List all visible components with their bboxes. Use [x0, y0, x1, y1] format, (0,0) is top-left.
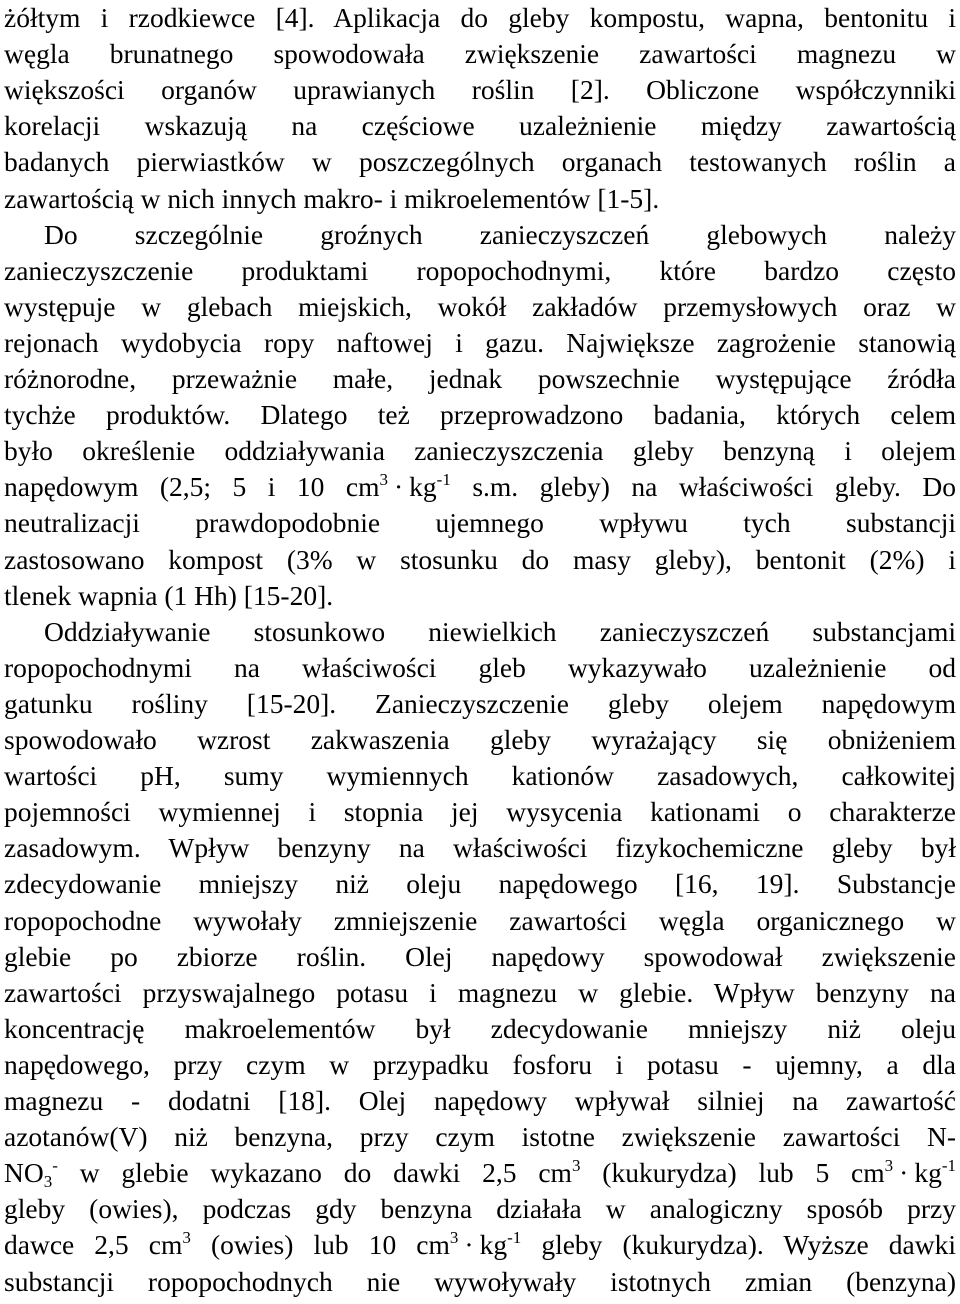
text-run: ·	[394, 471, 404, 503]
text-line: ropopochodne wywołały zmniejszenie zawartości węgla organicznego w	[4, 904, 956, 936]
text-run: kg	[409, 471, 437, 503]
text-line: występuje w glebach miejskich, wokół zakładów przemysłowych oraz w	[4, 290, 956, 322]
text-line: korelacji wskazują na częściowe uzależnienie między zawartością	[4, 110, 956, 142]
text-run: NO	[4, 1157, 44, 1189]
text-line: azotanów(V) niż benzyna, przy czym istotne zwiększenie zawartości N-	[4, 1121, 956, 1153]
text-run: kg	[914, 1157, 942, 1189]
text-line: żółtym i rzodkiewce [4]. Aplikacja do gleby kompostu, wapna, bentonitu i	[4, 2, 956, 33]
superscript: 3	[884, 1156, 894, 1176]
text-line: różnorodne, przeważnie małe, jednak powszechnie występujące źródła	[4, 363, 956, 394]
document-page	[4, 0, 956, 1304]
text-run: s.m. gleby) na właściwości gleby. Do	[450, 471, 956, 503]
text-run: w glebie wykazano do dawki 2,5 cm	[57, 1157, 572, 1189]
subscript: 3	[43, 1172, 53, 1192]
text-line: spowodowało wzrost zakwaszenia gleby wyrażający się obniżeniem	[4, 724, 956, 755]
text-line: badanych pierwiastków w poszczególnych organach testowanych roślin a	[4, 146, 956, 178]
text-run: gleby (kukurydza). Wyższe dawki	[521, 1229, 956, 1261]
text-line: zastosowano kompost (3% w stosunku do masy gleby), bentonit (2%) i	[4, 543, 956, 575]
text-run: ·	[899, 1157, 909, 1189]
text-line: węgla brunatnego spowodowała zwiększenie zawartości magnezu w	[4, 38, 956, 70]
text-line: większości organów uprawianych roślin [2]. Obliczone współczynniki	[4, 74, 956, 106]
superscript: 3	[449, 1228, 459, 1248]
text-run: kg	[479, 1229, 508, 1261]
superscript: 3	[379, 470, 388, 490]
text-line: Do szczególnie groźnych zanieczyszczeń glebowych należy	[44, 218, 956, 250]
text-line: gleby (owies), podczas gdy benzyna działała w analogiczny sposób przy	[4, 1193, 956, 1225]
text-line: zawartością w nich innych makro- i mikroelementów [1-5].	[4, 182, 660, 214]
text-line: tlenek wapnia (1 Hh) [15-20].	[4, 579, 334, 611]
superscript: -	[52, 1156, 58, 1176]
text-line: zasadowym. Wpływ benzyny na właściwości fizykochemiczne gleby był	[4, 832, 956, 864]
text-line: neutralizacji prawdopodobnie ujemnego wpływu tych substancji	[4, 507, 956, 539]
text-run: ·	[464, 1229, 474, 1261]
text-line: glebie po zbiorze roślin. Olej napędowy spowodował zwiększenie	[4, 940, 956, 972]
superscript: 3	[182, 1228, 191, 1248]
text-line: zawartości przyswajalnego potasu i magnezu w glebie. Wpływ benzyny na	[4, 976, 956, 1008]
text-run: dawce 2,5 cm	[4, 1229, 183, 1261]
text-run: (kukurydza) lub 5 cm	[580, 1157, 885, 1189]
text-line: było określenie oddziaływania zanieczyszczenia gleby benzyną i olejem	[4, 435, 956, 467]
text-line: rejonach wydobycia ropy naftowej i gazu. Największe zagrożenie stanowią	[4, 326, 956, 358]
text-line: koncentrację makroelementów był zdecydowanie mniejszy niż oleju	[4, 1012, 956, 1044]
text-line: pojemności wymiennej i stopnia jej wysycenia kationami o charakterze	[4, 796, 956, 828]
text-line	[4, 469, 956, 505]
text-line: substancji ropopochodnych nie wywoływały istotnych zmian (benzyna)	[4, 1265, 956, 1297]
text-line: ropopochodnymi na właściwości gleb wykazywało uzależnienie od	[4, 651, 956, 683]
superscript: -1	[507, 1228, 522, 1248]
superscript: -1	[941, 1156, 956, 1176]
text-line: zdecydowanie mniejszy niż oleju napędowego [16, 19]. Substancje	[4, 868, 956, 900]
text-run: napędowym (2,5; 5 i 10 cm	[4, 471, 380, 503]
text-run: (owies) lub 10 cm	[190, 1229, 450, 1261]
text-line: zanieczyszczenie produktami ropopochodnymi, które bardzo często	[4, 254, 956, 286]
text-line: gatunku rośliny [15-20]. Zanieczyszczenie gleby olejem napędowym	[4, 687, 956, 719]
text-line	[4, 1227, 956, 1263]
text-line: Oddziaływanie stosunkowo niewielkich zanieczyszczeń substancjami	[44, 615, 956, 647]
text-line	[4, 1155, 956, 1191]
text-line: napędowego, przy czym w przypadku fosforu i potasu - ujemny, a dla	[4, 1048, 956, 1080]
text-line: tychże produktów. Dlatego też przeprowadzono badania, których celem	[4, 399, 956, 431]
superscript: -1	[436, 470, 451, 490]
text-line: wartości pH, sumy wymiennych kationów zasadowych, całkowitej	[4, 760, 956, 792]
superscript: 3	[571, 1156, 581, 1176]
text-line: magnezu - dodatni [18]. Olej napędowy wpływał silniej na zawartość	[4, 1085, 956, 1116]
